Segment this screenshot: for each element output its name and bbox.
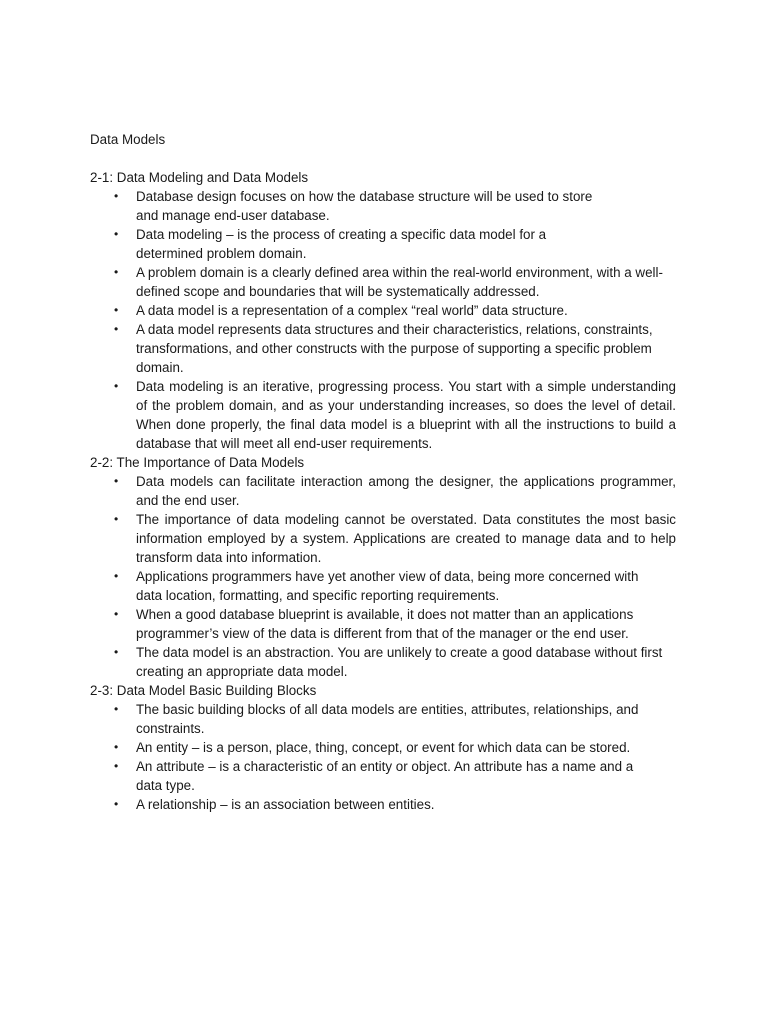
list-item-text: The importance of data modeling cannot be overstated. Data constitutes the most basic information employed by a system. Applications are created to manage data and to help transform data into information. [136,512,676,565]
section-heading: 2-1: Data Modeling and Data Models [90,170,309,185]
list-item-text: When a good database blueprint is available, it does not matter than an applications programmer’s view of the data is different from that of the manager or the end user. [136,607,634,641]
list-item-text: A relationship – is an association between entities. [136,797,435,812]
list-item [114,605,641,643]
list-item-text: A data model represents data structures and their characteristics, relations, constraints, transformations, and other constructs with the purpose of supporting a specific problem domain. [136,322,653,375]
list-item [114,225,566,263]
bullet-icon: • [114,512,119,526]
list-item [114,700,641,738]
bullet-icon: • [114,740,119,754]
list-item [114,187,614,225]
document-title: Data Models [90,132,166,147]
list-item-text: Data modeling – is the process of creating a specific data model for a determined problem domain. [136,227,547,261]
list-item [114,643,676,681]
list-item [114,472,676,510]
list-item-text: A problem domain is a clearly defined area within the real-world environment, with a well-defined scope and boundaries that will be systematically addressed. [136,265,663,299]
list-item [114,320,656,377]
bullet-icon: • [114,379,119,393]
list-item-text: A data model is a representation of a complex “real world” data structure. [136,303,568,318]
list-item [114,263,676,301]
bullet-icon: • [114,759,119,773]
list-item [114,757,656,795]
bullet-icon: • [114,645,119,659]
bullet-list [90,700,676,814]
bullet-icon: • [114,227,119,241]
list-item [114,377,676,453]
list-item [114,301,676,320]
bullet-icon: • [114,322,119,336]
bullet-icon: • [114,607,119,621]
list-item [114,738,676,757]
list-item-text: The basic building blocks of all data models are entities, attributes, relationships, and constraints. [136,702,639,736]
section-heading: 2-3: Data Model Basic Building Blocks [90,683,317,698]
section-heading: 2-2: The Importance of Data Models [90,455,305,470]
list-item [114,567,641,605]
bullet-icon: • [114,569,119,583]
list-item-text: An entity – is a person, place, thing, concept, or event for which data can be stored. [136,740,631,755]
bullet-list [90,187,676,453]
list-item-text: Applications programmers have yet another view of data, being more concerned with data location, formatting, and specific reporting requirements. [136,569,639,603]
list-item-text: Database design focuses on how the database structure will be used to store and manage end-user database. [136,189,593,223]
list-item-text: The data model is an abstraction. You are unlikely to create a good database without first creating an appropriate data model. [136,645,663,679]
list-item-text: Data models can facilitate interaction among the designer, the applications programmer, and the end user. [136,474,676,508]
list-item-text: Data modeling is an iterative, progressing process. You start with a simple understanding of the problem domain, and as your understanding increases, so does the level of detail. When done properly, the final data model is a blueprint with all the instructions to build a database that will meet all end-user requirements. [136,379,676,451]
bullet-icon: • [114,702,119,716]
bullet-list [90,472,676,681]
bullet-icon: • [114,474,119,488]
bullet-icon: • [114,797,119,811]
bullet-icon: • [114,303,119,317]
list-item [114,510,676,567]
bullet-icon: • [114,265,119,279]
list-item [114,795,676,814]
bullet-icon: • [114,189,119,203]
list-item-text: An attribute – is a characteristic of an entity or object. An attribute has a name and a data type. [136,759,634,793]
document-body [90,130,676,814]
